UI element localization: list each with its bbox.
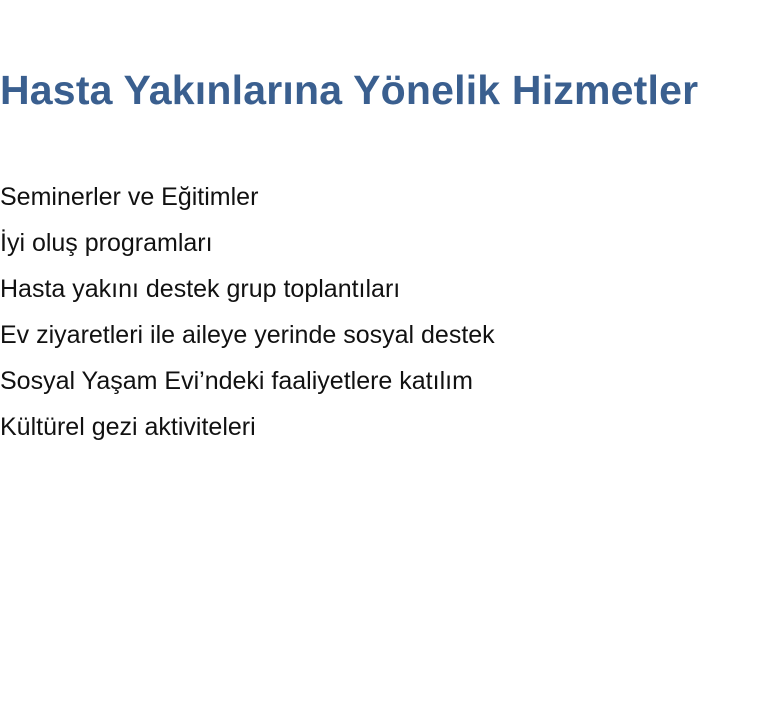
list-item: Hasta yakını destek grup toplantıları — [0, 275, 401, 303]
list-item: Sosyal Yaşam Evi’ndeki faaliyetlere katılım — [0, 367, 473, 395]
list-item: Ev ziyaretleri ile aileye yerinde sosyal destek — [0, 321, 495, 349]
slide-title: Hasta Yakınlarına Yönelik Hizmetler — [0, 67, 699, 113]
list-item: İyi oluş programları — [0, 229, 213, 257]
list-item: Seminerler ve Eğitimler — [0, 183, 259, 211]
list-item: Kültürel gezi aktiviteleri — [0, 413, 256, 441]
service-list — [0, 174, 495, 450]
